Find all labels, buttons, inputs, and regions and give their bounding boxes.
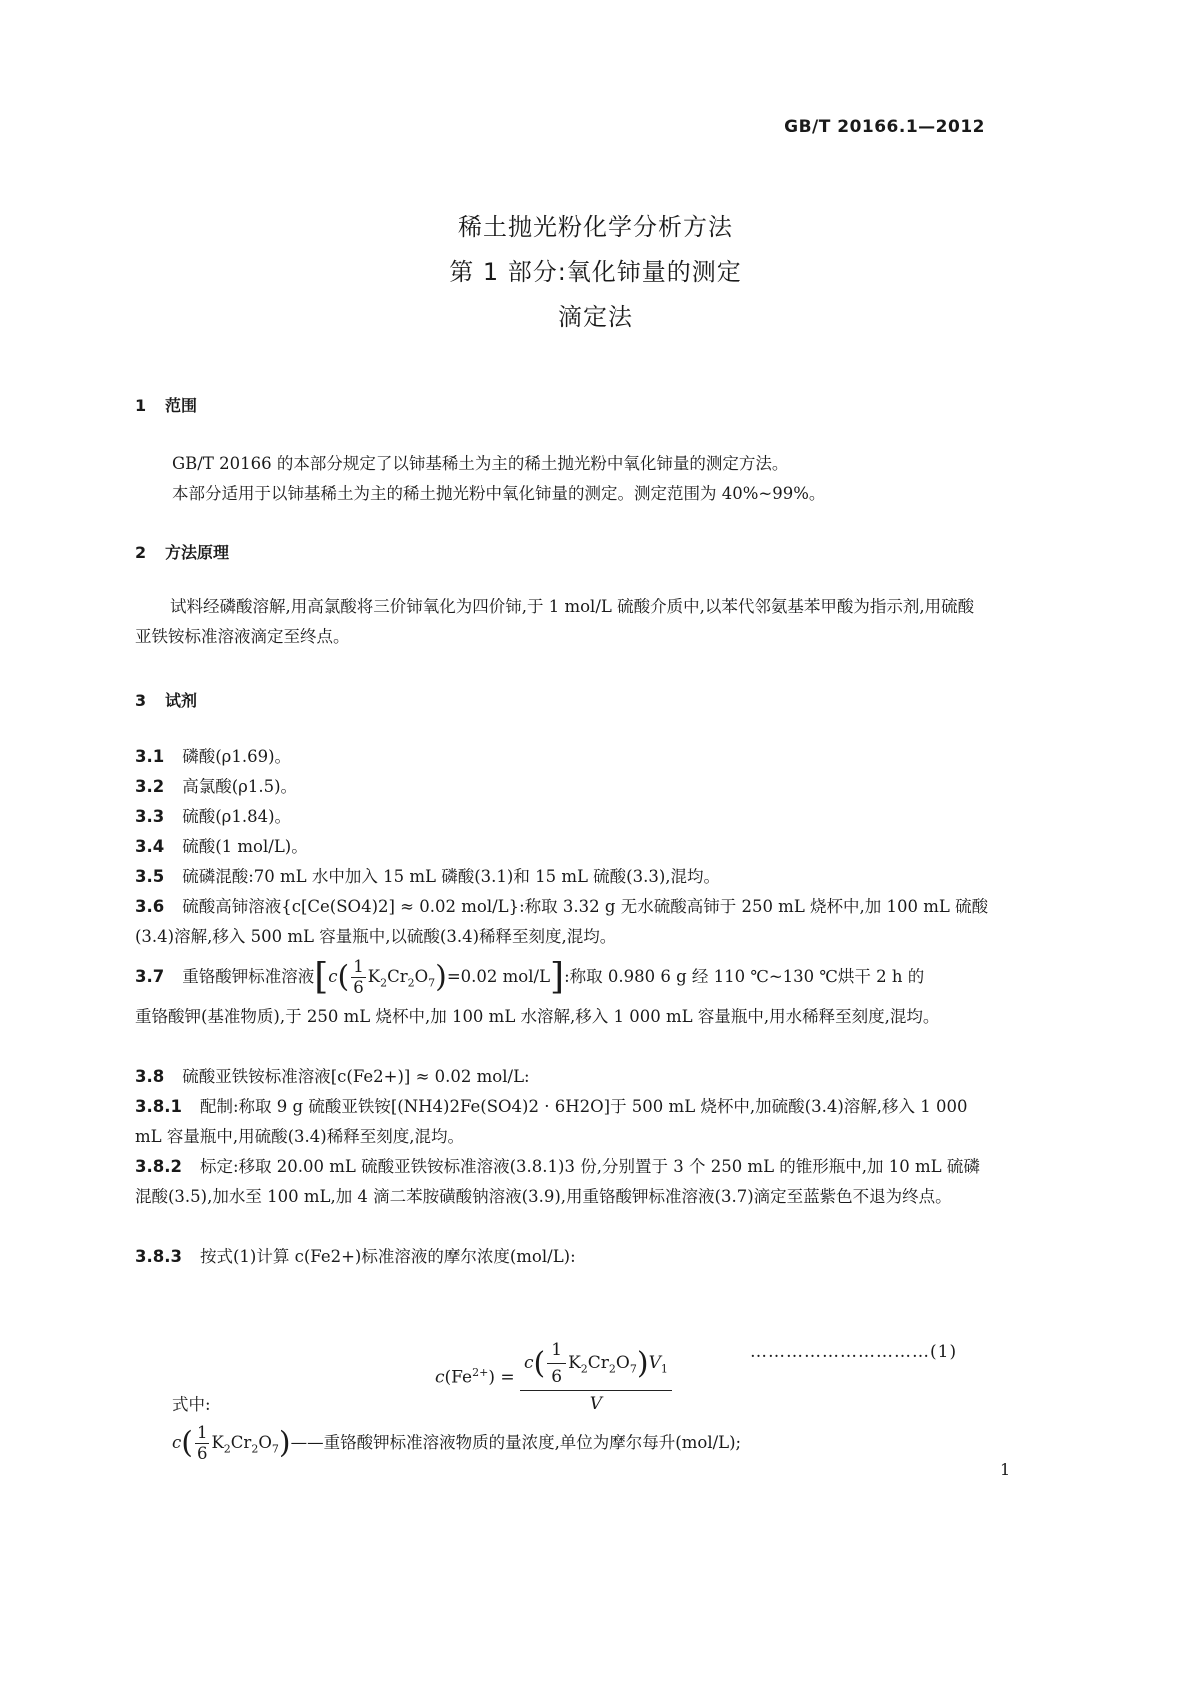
section-title: 试剂 [165,691,198,710]
section-2-heading [135,540,229,563]
reagent-3-1: 3.1 磷酸(ρ1.69)。 [135,747,292,766]
section-title: 方法原理 [165,543,230,562]
reagent-3-7: 3.7 重铬酸钾标准溶液[c( $\frac{1}{6}$ $K_2Cr_2O_7)=0.02$ mol/L]:称取 0.980 6 g 经 110 ℃~130 ℃烘干 2 h 的 [135,956,925,998]
section-number: 2 [135,543,147,562]
reagent-3-6: 3.6 硫酸高铈溶液{c[Ce(SO4)2] ≈ 0.02 mol/L}:称取 3.32 g 无水硫酸高铈于 250 mL 烧杯中,加 100 mL 硫酸(3.4)溶解,移入 500 mL 容量瓶中,以硫酸(3.4)稀释至刻度,混均。 [135,897,989,946]
reagent-3-7-continued: 重铬酸钾(基准物质),于 250 mL 烧杯中,加 100 mL 水溶解,移入 1 000 mL 容量瓶中,用水稀释至刻度,混均。 [135,1007,940,1026]
reagent-3-8-1: 3.8.1 配制:称取 9 g 硫酸亚铁铵[(NH4)2Fe(SO4)2 · 6H2O]于 500 mL 烧杯中,加硫酸(3.4)溶解,移入 1 000 mL 容量瓶中,用硫酸(3.4)稀释至刻度,混均。 [135,1097,968,1146]
section-1-heading [135,393,197,416]
section-title: 范围 [165,396,198,415]
reagent-3-8-2: 3.8.2 标定:移取 20.00 mL 硫酸亚铁铵标准溶液(3.8.1)3 份,分别置于 3 个 250 mL 的锥形瓶中,加 10 mL 硫磷混酸(3.5),加水至 100 mL,加 4 滴二苯胺磺酸钠溶液(3.9),用重铬酸钾标准溶液(3.7)滴定至蓝紫色不退为终点。 [135,1157,980,1206]
reagent-3-5: 3.5 硫磷混酸:70 mL 水中加入 15 mL 磷酸(3.1)和 15 mL 硫酸(3.3),混均。 [135,867,721,886]
page-number: 1 [1000,1460,1011,1479]
title-line-1: 稀土抛光粉化学分析方法 [458,213,733,241]
section-1-para-2: 本部分适用于以铈基稀土为主的稀土抛光粉中氧化铈量的测定。测定范围为 40%~99%。 [172,484,826,503]
reagent-3-3: 3.3 硫酸(ρ1.84)。 [135,807,292,826]
title-line-3: 滴定法 [558,303,633,331]
section-number: 1 [135,396,147,415]
formula-fraction: c( $\frac{1}{6}$ $K_2Cr_2O_7)V_1$ V [520,1340,672,1414]
where-label: 式中: [172,1395,211,1414]
section-number: 3 [135,691,147,710]
reagent-3-2: 3.2 高氯酸(ρ1.5)。 [135,777,298,796]
reagent-3-8-3: 3.8.3 按式(1)计算 c(Fe2+)标准溶液的摩尔浓度(mol/L): [135,1247,576,1266]
reagent-3-8: 3.8 硫酸亚铁铵标准溶液[c(Fe2+)] ≈ 0.02 mol/L: [135,1067,530,1086]
formula-1: $c(Fe^{2+})$ = c( $\frac{1}{6}$ $K_2Cr_2O_7)V_1$ V [435,1340,672,1414]
equation-number: …………………………(1) [750,1342,958,1362]
standard-code: GB/T 20166.1—2012 [784,117,985,137]
section-3-heading [135,688,197,711]
section-2-para: 试料经磷酸溶解,用高氯酸将三价铈氧化为四价铈,于 1 mol/L 硫酸介质中,以苯代邻氨基苯甲酸为指示剂,用硫酸亚铁铵标准溶液滴定至终点。 [135,597,975,646]
fraction-one-sixth: $\frac{1}{6}$ [353,957,364,997]
document-title [0,205,1191,340]
where-definition-1: c( $\frac{1}{6}$ $K_2Cr_2O_7)——$重铬酸钾标准溶液物质的量浓度,单位为摩尔每升(mol/L); [172,1423,742,1463]
section-1-para-1: GB/T 20166 的本部分规定了以铈基稀土为主的稀土抛光粉中氧化铈量的测定方法。 [172,454,789,473]
title-line-2: 第 1 部分:氧化铈量的测定 [449,258,742,286]
reagent-3-4: 3.4 硫酸(1 mol/L)。 [135,837,308,856]
